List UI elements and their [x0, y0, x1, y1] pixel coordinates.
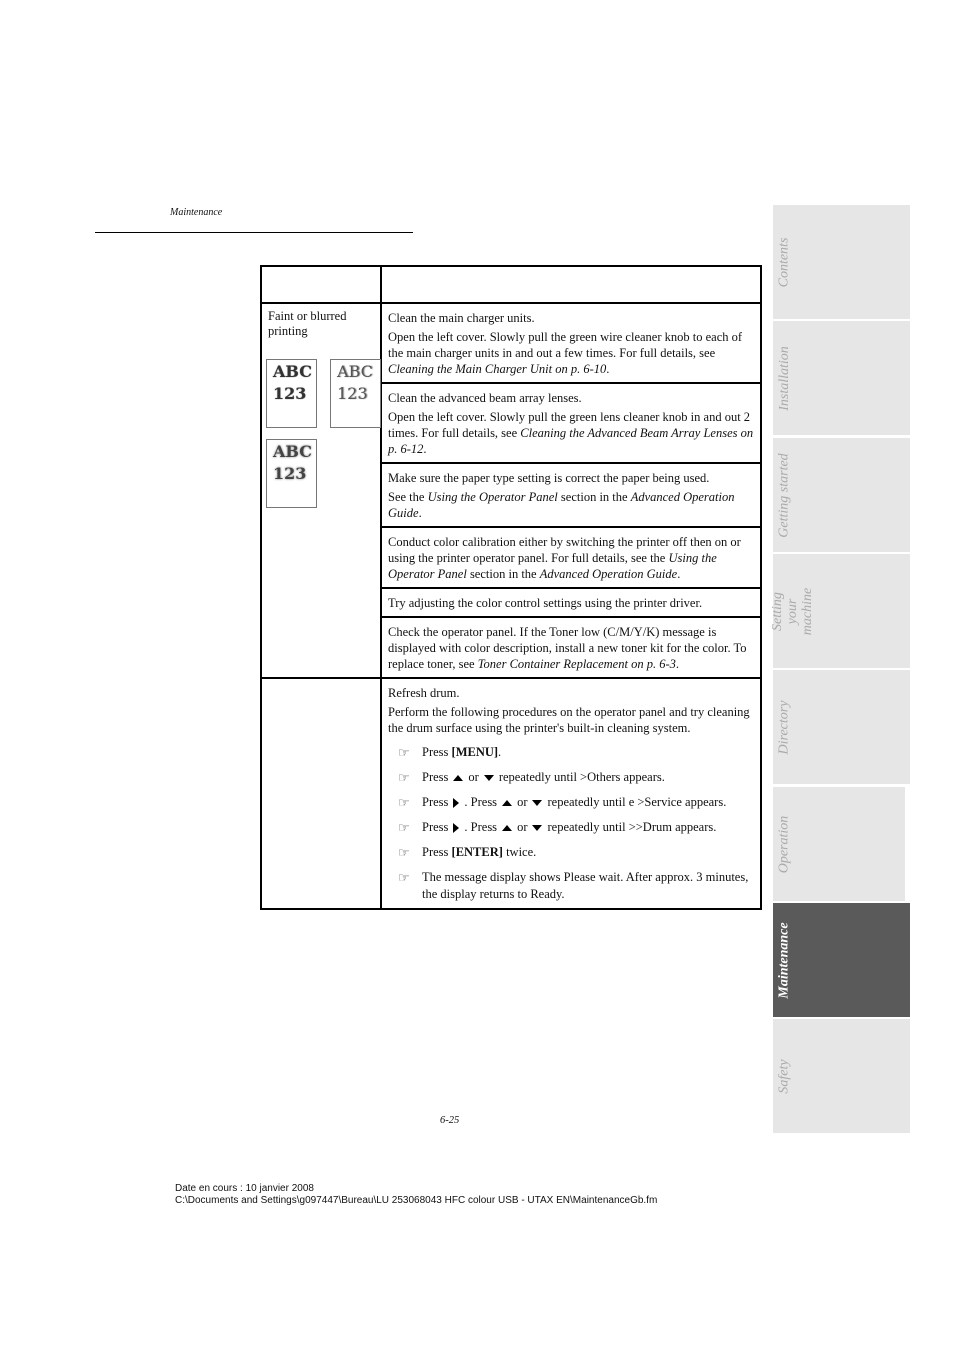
arrow-right-icon	[453, 823, 459, 833]
print-sample-2: ABC 123	[330, 359, 381, 428]
tab-directory[interactable]: Directory	[773, 670, 910, 784]
tab-setting-your-machine[interactable]: Setting your machine	[773, 554, 910, 668]
action-refresh-drum: Refresh drum. Perform the following procedures on the operator panel and try cleaning the drum surface using the printer's built-in cleaning system. ☞ Press [MENU]. ☞ Press or repeatedly until >Others appears. ☞ Press . Press or repeatedly until e >Service appears. ☞ Press . Press or repeatedly until >>Drum appears. ☞ Press [ENTER] twice. ☞ The message display shows Please wait. After approx. 3 minutes, the display returns to Ready.	[382, 679, 760, 908]
print-sample-1: ABC 123	[266, 359, 317, 428]
arrow-down-icon	[532, 825, 542, 831]
action-color-control: Try adjusting the color control settings using the printer driver.	[382, 587, 760, 616]
footer-date: Date en cours : 10 janvier 2008	[175, 1183, 314, 1194]
action-main-charger: Clean the main charger units. Open the left cover. Slowly pull the green wire cleaner knob to each of the main charger units in and out a few times. For full details, see Cleaning the Main Charger Unit on p. 6-10.	[388, 311, 743, 376]
footer-path: C:\Documents and Settings\g097447\Bureau\LU 253068043 HFC colour USB - UTAX EN\MaintenanceGb.fm	[175, 1195, 658, 1206]
tab-installation[interactable]: Installation	[773, 321, 910, 435]
page-number: 6-25	[440, 1115, 460, 1126]
action-cell	[381, 303, 761, 678]
tab-getting-started[interactable]: Getting started	[773, 438, 910, 552]
troubleshooting-table	[260, 265, 762, 910]
list-item: ☞ Press or repeatedly until >Others appears.	[388, 769, 754, 786]
list-item: ☞ Press [ENTER] twice.	[388, 844, 754, 861]
list-item: ☞ Press . Press or repeatedly until >>Drum appears.	[388, 819, 754, 836]
list-item: ☞ Press [MENU].	[388, 744, 754, 761]
arrow-down-icon	[532, 800, 542, 806]
cross-reference: Cleaning the Main Charger Unit on p. 6-10	[388, 362, 607, 376]
arrow-right-icon	[453, 798, 459, 808]
action-paper-type: Make sure the paper type setting is correct the paper being used. See the Using the Operator Panel section in the Advanced Operation Guide.	[382, 462, 760, 526]
table-header-row	[261, 266, 761, 303]
pointing-hand-icon: ☞	[398, 845, 410, 860]
arrow-down-icon	[484, 775, 494, 781]
symptom-text: Faint or blurred printing	[268, 309, 347, 338]
tab-maintenance[interactable]: Maintenance	[773, 903, 910, 1017]
pointing-hand-icon: ☞	[398, 820, 410, 835]
pointing-hand-icon: ☞	[398, 870, 410, 885]
list-item: ☞ Press . Press or repeatedly until e >Service appears.	[388, 794, 754, 811]
header-rule	[95, 232, 413, 233]
print-sample-3: ABC 123	[266, 439, 317, 508]
arrow-up-icon	[502, 800, 512, 806]
action-color-calibration: Conduct color calibration either by switching the printer off then on or using the printer operator panel. For full details, see the Using the Operator Panel section in the Advanced Operation Guide.	[382, 526, 760, 587]
action-cell	[381, 678, 761, 909]
action-toner-check: Check the operator panel. If the Toner low (C/M/Y/K) message is displayed with color description, install a new toner kit for the color. To replace toner, see Toner Container Replacement on p. 6-3.	[382, 616, 760, 677]
tab-contents[interactable]: Contents	[773, 205, 910, 319]
symptom-cell	[261, 678, 381, 909]
cross-reference: Cleaning the Advanced Beam Array Lenses on p. 6-12	[388, 426, 754, 456]
pointing-hand-icon: ☞	[398, 745, 410, 760]
pointing-hand-icon: ☞	[398, 795, 410, 810]
pointing-hand-icon: ☞	[398, 770, 410, 785]
tab-operation[interactable]: Operation	[773, 787, 905, 901]
list-item: ☞ The message display shows Please wait. After approx. 3 minutes, the display returns to Ready.	[388, 869, 754, 903]
header-cell-action	[381, 266, 761, 303]
header-cell-symptom	[261, 266, 381, 303]
action-beam-lenses: Clean the advanced beam array lenses. Open the left cover. Slowly pull the green lens cleaner knob in and out 2 times. For full details, see Cleaning the Advanced Beam Array Lenses on p. 6-12.	[382, 382, 760, 462]
arrow-up-icon	[502, 825, 512, 831]
tab-safety[interactable]: Safety	[773, 1019, 910, 1133]
symptom-cell	[261, 303, 381, 678]
table-row	[261, 678, 761, 909]
table-row	[261, 303, 761, 678]
footer	[175, 1183, 657, 1207]
running-header-section: Maintenance	[170, 207, 223, 218]
procedure-steps	[388, 744, 754, 903]
arrow-up-icon	[453, 775, 463, 781]
